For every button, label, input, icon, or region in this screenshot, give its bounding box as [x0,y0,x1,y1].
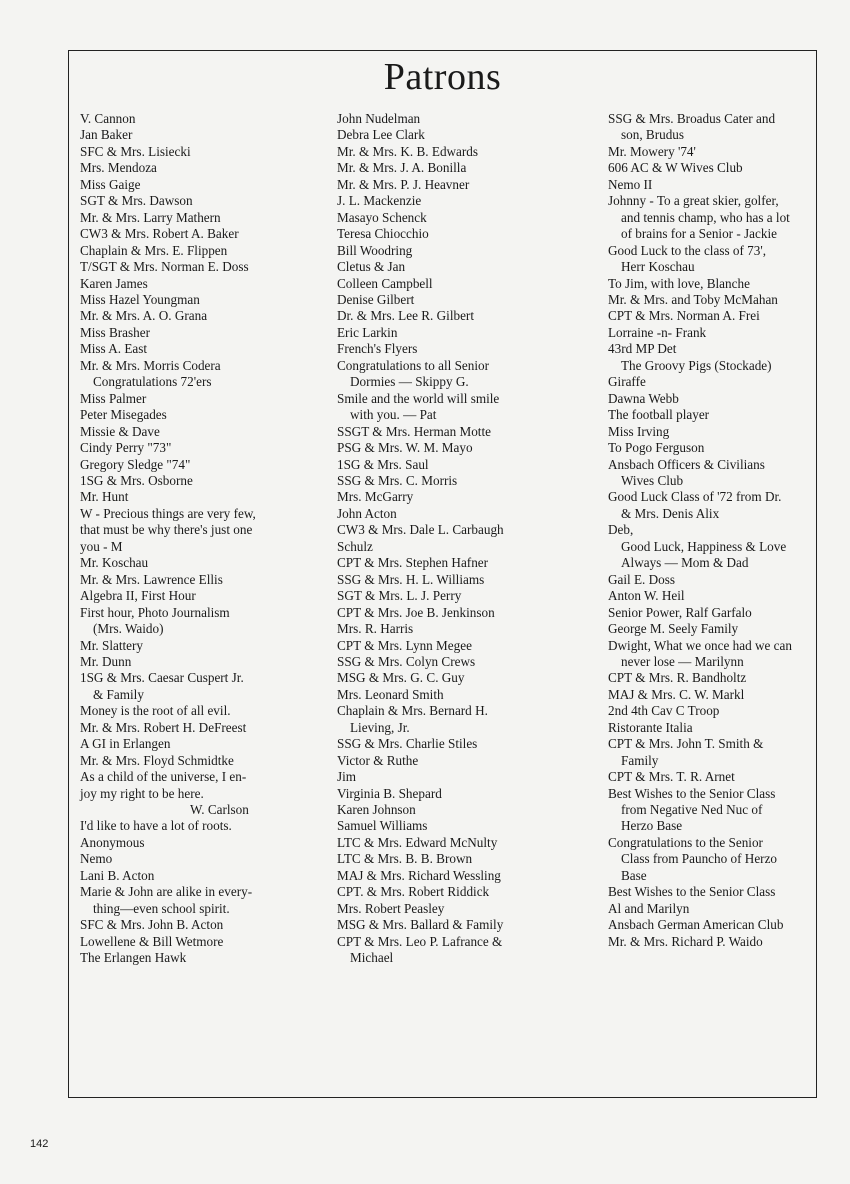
patron-entry [337,555,599,571]
patron-entry [80,325,330,341]
patron-entry [80,555,330,571]
patron-entry-text: Mrs. R. Harris [337,621,414,637]
patron-entry [337,424,599,440]
patron-entry-text: Cletus & Jan [337,259,406,275]
patron-entry-text: Ristorante Italia [608,719,693,735]
patron-entry [80,753,330,769]
patron-entry-text: Mr. & Mrs. Morris Codera [80,357,221,373]
patron-entry-text: Mr. & Mrs. Robert H. DeFreest [80,719,247,735]
patron-entry [337,851,599,867]
patron-entry [337,835,599,851]
patron-entry [80,160,330,176]
patron-entry-text: MAJ & Mrs. C. W. Markl [608,686,745,702]
patron-entry-text: SGT & Mrs. Dawson [80,193,193,209]
patron-entry [337,226,599,242]
patron-entry-text: CPT & Mrs. Lynn Megee [337,637,472,653]
patron-entry-continuation: Herzo Base [621,818,683,834]
patron-entry-text: CPT & Mrs. Leo P. Lafrance & [337,933,503,949]
patron-entry-text: SSG & Mrs. H. L. Williams [337,571,485,587]
patrons-column-3 [608,111,814,950]
patron-entry-text: First hour, Photo Journalism [80,604,230,620]
patron-entry [337,473,599,489]
patron-entry-continuation: and tennis champ, who has a lot [621,209,790,225]
patron-entry-text: Mr. & Mrs. K. B. Edwards [337,143,479,159]
patron-entry-text: PSG & Mrs. W. M. Mayo [337,440,473,456]
patron-entry-text: SSGT & Mrs. Herman Motte [337,423,491,439]
patron-entry [80,489,330,505]
patron-entry [608,457,814,490]
patron-entry [608,522,814,571]
patron-entry-text: CPT & Mrs. John T. Smith & [608,736,764,752]
patron-entry [608,407,814,423]
patron-entry-text: SSG & Mrs. Colyn Crews [337,653,476,669]
patron-entry-continuation: Wives Club [621,472,684,488]
patron-entry-text: 43rd MP Det [608,341,677,357]
patron-entry [337,522,599,538]
patron-entry [80,851,330,867]
patrons-column-2 [337,111,599,967]
patron-entry-text: Miss Hazel Youngman [80,291,200,307]
patron-entry-text: SFC & Mrs. John B. Acton [80,917,224,933]
patron-entry-text: Nemo [80,851,113,867]
patron-entry [608,917,814,933]
patron-entry [337,506,599,522]
patron-entry [337,670,599,686]
patron-entry [80,177,330,193]
patron-entry [80,720,330,736]
patron-entry [608,884,814,900]
patron-entry [80,111,330,127]
patron-entry-text: John Nudelman [337,111,421,126]
patron-entry-text: Money is the root of all evil. [80,703,231,719]
patron-entry [80,473,330,489]
patron-entry [337,868,599,884]
patron-entry-text: Miss Brasher [80,324,150,340]
patron-entry-text: Miss A. East [80,341,148,357]
patron-entry-text: Mrs. McGarry [337,489,414,505]
patron-entry-continuation: of brains for a Senior - Jackie [621,226,777,242]
patron-entry-text: Best Wishes to the Senior Class [608,785,776,801]
patron-entry-text: Smile and the world will smile [337,390,500,406]
patron-entry-text: Cindy Perry "73" [80,440,172,456]
patron-entry [608,736,814,769]
patron-entry-continuation: Congratulations 72'ers [93,374,212,390]
patron-entry [608,687,814,703]
patron-entry [608,341,814,374]
patron-entry-text: Mrs. Mendoza [80,160,157,176]
patron-entry [608,588,814,604]
patron-entry [608,786,814,835]
patron-entry-continuation: with you. — Pat [350,407,437,423]
patron-entry-text: Mr. & Mrs. P. J. Heavner [337,176,470,192]
patron-entry-text: SSG & Mrs. C. Morris [337,472,458,488]
patron-entry-continuation: Good Luck, Happiness & Love [621,538,787,554]
patron-entry-text: Congratulations to all Senior [337,357,490,373]
patron-entry-continuation: Family [621,752,659,768]
patron-entry-text: Mr. & Mrs. Richard P. Waido [608,933,763,949]
patron-entry [337,292,599,308]
patron-entry [337,687,599,703]
patron-entry-text: Anton W. Heil [608,588,685,604]
patron-entry-text: LTC & Mrs. Edward McNulty [337,834,498,850]
patron-entry-text: Mr. Dunn [80,653,132,669]
patron-entry-text: To Jim, with love, Blanche [608,275,750,291]
patron-entry [337,818,599,834]
patron-entry-text: Schulz [337,538,373,554]
patron-entry [80,127,330,143]
patron-entry-text: Marie & John are alike in every- [80,884,253,900]
patron-entry-text: Lani B. Acton [80,867,155,883]
page-number: 142 [30,1138,49,1150]
patron-entry [337,934,599,967]
patron-entry-text: Algebra II, First Hour [80,588,196,604]
patron-entry-text: Mrs. Leonard Smith [337,686,444,702]
patron-entry [337,621,599,637]
patron-entry [608,391,814,407]
patron-entry-text: LTC & Mrs. B. B. Brown [337,851,473,867]
patron-entry-text: CPT. & Mrs. Robert Riddick [337,884,490,900]
patron-entry [337,358,599,391]
patron-entry-text: Mr. Slattery [80,637,144,653]
patron-entry-text: Senior Power, Ralf Garfalo [608,604,752,620]
patron-entry-text: Gail E. Doss [608,571,676,587]
patron-entry [337,111,599,127]
patron-entry [337,193,599,209]
patron-entry [608,901,814,917]
patron-entry [80,818,330,834]
patron-entry [337,786,599,802]
patron-entry-text: French's Flyers [337,341,418,357]
patron-entry-text: Mr. & Mrs. Larry Mathern [80,209,221,225]
patron-entry-continuation: (Mrs. Waido) [93,621,164,637]
patron-entry [337,572,599,588]
patron-entry-text: The football player [608,407,710,423]
patron-entry-text: Good Luck to the class of 73', [608,242,767,258]
patron-entry-text: Deb, [608,522,634,538]
patron-entry [608,193,814,242]
patron-entry [80,276,330,292]
patron-entry-text: Victor & Ruthe [337,752,419,768]
patron-entry [608,605,814,621]
patron-entry [608,160,814,176]
patron-entry-text: CPT & Mrs. R. Bandholtz [608,670,747,686]
patron-entry [80,835,330,851]
patron-entry [608,276,814,292]
patron-entry-continuation: thing—even school spirit. [93,900,230,916]
patron-entry-text: Mr. Koschau [80,555,149,571]
patron-entry-continuation: Michael [350,950,394,966]
patron-entry-text: SSG & Mrs. Charlie Stiles [337,736,478,752]
patron-entry-text: Lorraine -n- Frank [608,324,707,340]
patron-entry [337,638,599,654]
patron-entry [337,308,599,324]
patron-entry [80,934,330,950]
patron-entry-text: Samuel Williams [337,818,428,834]
patron-entry [608,670,814,686]
patron-entry-text: I'd like to have a lot of roots. [80,818,232,834]
patron-entry [337,654,599,670]
patron-entry-continuation: from Negative Ned Nuc of [621,802,763,818]
patron-entry-text: W - Precious things are very few, [80,505,256,521]
patron-entry [337,177,599,193]
patron-entry [80,457,330,473]
patron-entry [608,111,814,144]
patron-entry [337,341,599,357]
patron-entry [80,868,330,884]
patron-entry [80,703,330,719]
patron-entry [80,424,330,440]
patron-entry [337,588,599,604]
patron-entry [337,539,599,555]
patron-entry-text: Mr. Hunt [80,489,129,505]
patron-entry [608,308,814,324]
patron-entry-text: Missie & Dave [80,423,160,439]
patron-entry-continuation: & Family [93,686,144,702]
patron-entry [80,588,330,604]
patron-entry [80,243,330,259]
patron-entry-text: Mr. Mowery '74' [608,143,696,159]
patron-entry [80,654,330,670]
patron-entry [80,144,330,160]
patron-entry [337,703,599,736]
patron-entry [608,144,814,160]
patron-entry-text: 1SG & Mrs. Saul [337,456,429,472]
patron-entry-text: CPT & Mrs. Norman A. Frei [608,308,760,324]
patron-entry-continuation: joy my right to be here. [80,785,204,801]
patron-entry [608,489,814,522]
patron-entry-text: Mr. & Mrs. Floyd Schmidtke [80,752,234,768]
patron-entry-text: Karen Johnson [337,802,416,818]
patron-entry [608,572,814,588]
patron-entry-text: 606 AC & W Wives Club [608,160,743,176]
patron-entry-continuation: Base [621,867,647,883]
patron-entry-text: Dawna Webb [608,390,679,406]
patron-entry [80,358,330,391]
patron-entry-text: Dr. & Mrs. Lee R. Gilbert [337,308,474,324]
patron-entry [608,835,814,884]
patron-entry [337,901,599,917]
patron-entry-text: Chaplain & Mrs. E. Flippen [80,242,228,258]
patron-entry-continuation: & Mrs. Denis Alix [621,505,720,521]
patron-entry [608,621,814,637]
patron-entry-text: CPT & Mrs. Joe B. Jenkinson [337,604,495,620]
patron-entry [337,736,599,752]
patron-entry-text: Mrs. Robert Peasley [337,900,445,916]
patron-entry [608,374,814,390]
patron-entry-text: Ansbach Officers & Civilians [608,456,765,472]
patron-entry-text: Masayo Schenck [337,209,427,225]
patron-entry [337,605,599,621]
patron-entry [80,391,330,407]
patron-entry [80,308,330,324]
patron-entry-text: George M. Seely Family [608,621,739,637]
patron-entry [608,177,814,193]
patron-entry-text: Denise Gilbert [337,291,415,307]
page-frame [68,50,817,1098]
patron-entry-text: Miss Gaige [80,176,141,192]
patron-entry-text: SGT & Mrs. L. J. Perry [337,588,462,604]
patron-entry-text: J. L. Mackenzie [337,193,422,209]
patron-entry [80,341,330,357]
patron-entry [337,769,599,785]
patron-entry [80,226,330,242]
patron-entry [80,884,330,917]
patron-entry-text: Al and Marilyn [608,900,690,916]
patron-entry-text: MSG & Mrs. G. C. Guy [337,670,465,686]
patron-entry [608,638,814,671]
patron-entry [80,917,330,933]
patron-entry-text: 2nd 4th Cav C Troop [608,703,720,719]
patron-entry-text: Ansbach German American Club [608,917,784,933]
patron-entry-continuation: that must be why there's just one [80,522,253,538]
patrons-column-1 [80,111,330,967]
patron-entry-text: 1SG & Mrs. Osborne [80,472,193,488]
patron-entry [608,440,814,456]
patron-entry-continuation: The Groovy Pigs (Stockade) [621,357,772,373]
patron-entry [337,440,599,456]
patron-entry [337,884,599,900]
patron-entry [80,736,330,752]
patron-entry-text: Karen James [80,275,148,291]
patron-entry-text: CW3 & Mrs. Robert A. Baker [80,226,239,242]
patron-entry-text: 1SG & Mrs. Caesar Cuspert Jr. [80,670,244,686]
patron-entry [608,243,814,276]
patron-entry-text: Miss Irving [608,423,670,439]
patron-entry-continuation: son, Brudus [621,127,685,143]
patron-entry [337,917,599,933]
patron-entry [337,276,599,292]
patron-entry [337,391,599,424]
patron-entry [608,424,814,440]
patron-entry-continuation: Lieving, Jr. [350,719,410,735]
patron-entry [337,210,599,226]
patron-entry-text: Jan Baker [80,127,133,143]
patron-entry [80,440,330,456]
patron-entry-continuation: W. Carlson [190,802,249,818]
patron-entry-text: Johnny - To a great skier, golfer, [608,193,779,209]
patron-entry [608,325,814,341]
patron-entry [80,292,330,308]
patron-entry-text: SSG & Mrs. Broadus Cater and [608,111,776,126]
patron-entry [337,457,599,473]
patron-entry-text: As a child of the universe, I en- [80,769,247,785]
patron-entry [337,753,599,769]
patron-entry-text: Dwight, What we once had we can [608,637,792,653]
patron-entry [80,210,330,226]
patron-entry [80,950,330,966]
patron-entry [608,703,814,719]
page-title: Patrons [383,56,502,98]
patron-entry-text: Debra Lee Clark [337,127,425,143]
patron-entry-text: Mr. & Mrs. J. A. Bonilla [337,160,467,176]
patron-entry-continuation: Always — Mom & Dad [621,555,749,571]
patron-entry-text: Mr. & Mrs. A. O. Grana [80,308,208,324]
patron-entry-continuation: Herr Koschau [621,259,695,275]
patron-entry [80,605,330,638]
patron-entry-text: Nemo II [608,176,653,192]
patron-entry [337,489,599,505]
patron-entry-text: A GI in Erlangen [80,736,171,752]
patron-entry-text: Miss Palmer [80,390,147,406]
patron-entry-text: MSG & Mrs. Ballard & Family [337,917,504,933]
patron-entry-text: CPT & Mrs. T. R. Arnet [608,769,735,785]
patron-entry-continuation: Dormies — Skippy G. [350,374,469,390]
patron-entry-text: Giraffe [608,374,646,390]
patron-entry-text: To Pogo Ferguson [608,440,705,456]
patron-entry-text: CPT & Mrs. Stephen Hafner [337,555,489,571]
patron-entry-text: V. Cannon [80,111,136,126]
patron-entry [608,769,814,785]
patron-entry-continuation: Class from Pauncho of Herzo [621,851,778,867]
patron-entry [337,243,599,259]
patron-entry [80,259,330,275]
patron-entry-text: Good Luck Class of '72 from Dr. [608,489,782,505]
patron-entry [337,127,599,143]
patron-entry-continuation: never lose — Marilynn [621,653,744,669]
patron-entry [80,193,330,209]
patron-entry-text: Teresa Chiocchio [337,226,429,242]
patron-entry-text: Chaplain & Mrs. Bernard H. [337,703,488,719]
patron-entry-text: MAJ & Mrs. Richard Wessling [337,867,501,883]
patron-entry-text: Congratulations to the Senior [608,834,763,850]
patron-entry [608,720,814,736]
patron-entry-text: Mr. & Mrs. Lawrence Ellis [80,571,223,587]
patron-entry [80,407,330,423]
patron-entry-text: Best Wishes to the Senior Class [608,884,776,900]
patron-entry [337,144,599,160]
patron-entry [337,802,599,818]
patron-entry-text: John Acton [337,505,397,521]
patron-entry-text: Mr. & Mrs. and Toby McMahan [608,291,778,307]
patron-entry-text: Virginia B. Shepard [337,785,442,801]
patron-entry-continuation: you - M [80,538,123,554]
patron-entry [337,160,599,176]
patron-entry-text: CW3 & Mrs. Dale L. Carbaugh [337,522,504,538]
patron-entry-text: T/SGT & Mrs. Norman E. Doss [80,259,249,275]
patron-entry-text: Jim [337,769,357,785]
patron-entry-text: Gregory Sledge "74" [80,456,191,472]
patron-entry [337,325,599,341]
patron-entry [337,259,599,275]
patron-entry [80,506,330,555]
patron-entry-text: The Erlangen Hawk [80,950,187,966]
patron-entry [608,292,814,308]
patron-entry [80,769,330,818]
patron-entry-text: Peter Misegades [80,407,167,423]
patron-entry [80,670,330,703]
patron-entry-text: Bill Woodring [337,242,413,258]
patron-entry-text: Eric Larkin [337,324,398,340]
patron-entry-text: Colleen Campbell [337,275,433,291]
patron-entry [80,638,330,654]
patron-entry-text: SFC & Mrs. Lisiecki [80,143,191,159]
patron-entry [80,572,330,588]
patron-entry [608,934,814,950]
patron-entry-text: Anonymous [80,834,145,850]
patron-entry-text: Lowellene & Bill Wetmore [80,933,224,949]
